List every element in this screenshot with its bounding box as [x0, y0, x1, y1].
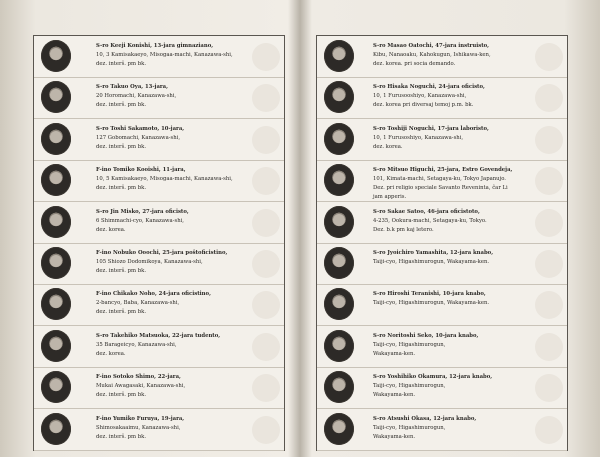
entry-detail-line: Dez. pri religio speciale Savanto Reveninta, ĉar Li	[373, 185, 508, 192]
directory-entry	[34, 160, 284, 202]
portrait-photo	[324, 247, 354, 279]
entry-detail-line: Taiji-cyo, Higashimurogun,	[373, 383, 446, 390]
directory-entry	[34, 36, 284, 78]
entry-text	[373, 125, 553, 152]
entry-detail-line: Taiji-cyo, Higashimurogun, Wakayama-ken.	[373, 300, 490, 307]
directory-entry	[317, 77, 567, 119]
entry-text	[96, 208, 276, 235]
entry-name-line: S-ro Jin Misko, 27-jara oficisto,	[96, 208, 189, 215]
portrait-photo	[41, 330, 71, 362]
portrait-photo	[41, 123, 71, 155]
entry-detail-line: Shimosakaaimu, Kanazawa-shi,	[96, 424, 181, 431]
entry-text	[373, 166, 553, 202]
entry-detail-line: 4-235, Ookura-machi, Setagaya-ku, Tokyo.	[373, 217, 487, 224]
entry-text	[96, 249, 276, 276]
entry-text	[373, 415, 553, 442]
entry-text	[96, 83, 276, 110]
entry-detail-line: dez. korea.	[96, 226, 126, 233]
directory-entry	[317, 326, 567, 368]
entry-detail-line: 127 Gobomachi, Kanazawa-shi,	[96, 134, 181, 141]
show-through-portrait	[535, 333, 563, 361]
show-through-portrait	[535, 291, 563, 319]
entry-detail-line: Mukai Awagasaki, Kanazawa-shi,	[96, 383, 186, 390]
directory-entry	[317, 367, 567, 409]
entry-name-line: F-ino Tomiko Kooishi, 11-jara,	[96, 167, 186, 174]
entry-text	[373, 83, 553, 110]
directory-entry	[34, 243, 284, 285]
directory-entry	[34, 284, 284, 326]
directory-entry	[34, 326, 284, 368]
directory-entry	[34, 77, 284, 119]
portrait-photo	[324, 330, 354, 362]
entry-detail-line: Wakayama-ken.	[373, 392, 416, 399]
entry-detail-line: 101, Kimata-machi, Setagaya-ku, Tokyo Japanujo.	[373, 176, 506, 183]
directory-entry	[317, 243, 567, 285]
directory-entry	[34, 409, 284, 451]
entry-detail-line: dez. korea.	[96, 350, 126, 357]
portrait-photo	[324, 81, 354, 113]
entry-text	[96, 125, 276, 152]
entry-text	[373, 42, 553, 69]
entry-detail-line: jam apperis.	[373, 194, 407, 201]
show-through-portrait	[535, 416, 563, 444]
directory-entry	[317, 160, 567, 202]
directory-entry	[34, 367, 284, 409]
entry-name-line: F-ino Nobuko Ooochi, 25-jara poŝtoficistino,	[96, 250, 228, 256]
entry-text	[373, 208, 553, 235]
directory-entry	[317, 119, 567, 161]
entry-text	[96, 373, 276, 400]
show-through-portrait	[252, 167, 280, 195]
entry-detail-line: dez. interŝ. pm bk.	[96, 433, 147, 440]
entry-detail-line: Wakayama-ken.	[373, 433, 416, 440]
show-through-portrait	[252, 43, 280, 71]
show-through-portrait	[535, 126, 563, 154]
entry-detail-line: 10, 5 Kamisakaeyo, Misogaa-machi, Kanazawa-shi,	[96, 176, 233, 183]
portrait-photo	[41, 40, 71, 72]
entry-text	[373, 373, 553, 400]
portrait-photo	[41, 247, 71, 279]
entry-detail-line: 35 Barageicyo, Kanazawa-shi,	[96, 341, 177, 348]
entry-text	[96, 42, 276, 69]
entry-name-line: F-ino Chikako Noho, 24-jara oficistino,	[96, 291, 211, 298]
entry-detail-line: Wakayama-ken.	[373, 350, 416, 357]
show-through-portrait	[535, 84, 563, 112]
show-through-portrait	[252, 416, 280, 444]
show-through-portrait	[535, 209, 563, 237]
portrait-photo	[324, 413, 354, 445]
entry-detail-line: dez. interŝ. pm bk.	[96, 61, 147, 67]
entry-detail-line: dez. interŝ. pm bk.	[96, 102, 147, 109]
portrait-photo	[41, 206, 71, 238]
entry-detail-line: 10, 1 Furusoshiyo, Kanazawa-shi,	[373, 134, 464, 141]
show-through-portrait	[252, 126, 280, 154]
entry-name-line: S-ro Yoshihiko Okamura, 12-jara knabo,	[373, 374, 493, 381]
portrait-photo	[41, 164, 71, 196]
entry-detail-line: Taiji-cyo, Higashimurogun, Wakayama-ken.	[373, 259, 490, 265]
entry-detail-line: dez. interŝ. pm bk.	[96, 268, 147, 274]
entry-text	[96, 415, 276, 442]
entry-detail-line: 10, 3 Kamisakaeyo, Misogaa-machi, Kanazawa-shi,	[96, 52, 233, 58]
portrait-photo	[324, 288, 354, 320]
show-through-portrait	[252, 250, 280, 278]
portrait-photo	[41, 371, 71, 403]
directory-entry	[317, 202, 567, 244]
entry-name-line: S-ro Toshi Sakamoto, 10-jara,	[96, 125, 185, 132]
entry-detail-line: dez. interŝ. pm bk.	[96, 392, 147, 399]
entry-text	[373, 290, 553, 308]
directory-entry	[317, 409, 567, 451]
portrait-photo	[324, 206, 354, 238]
show-through-portrait	[252, 333, 280, 361]
entry-name-line: S-ro Atsushi Okasa, 12-jara knabo,	[373, 415, 477, 422]
portrait-photo	[41, 81, 71, 113]
entry-name-line: F-ino Sotoko Shimo, 22-jara,	[96, 374, 181, 381]
entry-detail-line: Kibu, Nanaoaku, Kahokugun, Ishikawa-ken,	[373, 52, 491, 58]
entry-text	[96, 166, 276, 193]
entry-name-line: S-ro Noritoshi Seko, 10-jara knabo,	[373, 332, 479, 339]
directory-entry	[317, 36, 567, 78]
left-directory-box	[33, 35, 285, 451]
entry-text	[96, 332, 276, 359]
entry-text	[96, 290, 276, 317]
entry-name-line: S-ro Sakae Satoo, 46-jara oficistoto,	[373, 208, 480, 215]
entry-detail-line: 105 Shiozo Dodomikoya, Kanazawa-shi,	[96, 259, 203, 265]
right-directory-box	[316, 35, 568, 451]
show-through-portrait	[252, 374, 280, 402]
entry-detail-line: Taiji-cyo, Higashimurogun,	[373, 341, 446, 348]
entry-detail-line: 6 Shimmachi-cyo, Kanazawa-shi,	[96, 217, 184, 224]
entry-name-line: S-ro Masao Oatochi, 47-jara instruisto,	[373, 43, 490, 49]
entry-detail-line: Dez. b.k pm kaj letero.	[373, 226, 434, 233]
portrait-photo	[324, 40, 354, 72]
portrait-photo	[41, 413, 71, 445]
entry-text	[373, 249, 553, 267]
show-through-portrait	[535, 374, 563, 402]
entry-detail-line: dez. interŝ. pm bk.	[96, 309, 147, 316]
entry-detail-line: dez. interŝ. pm bk.	[96, 185, 147, 192]
portrait-photo	[324, 164, 354, 196]
show-through-portrait	[252, 209, 280, 237]
entry-detail-line: 2-bancyo, Baba, Kanazawa-shi,	[96, 300, 180, 307]
show-through-portrait	[535, 43, 563, 71]
show-through-portrait	[535, 167, 563, 195]
entry-name-line: S-ro Takuo Oya, 13-jara,	[96, 84, 168, 91]
show-through-portrait	[535, 250, 563, 278]
entry-name-line: S-ro Jyoichiro Yamashita, 12-jara knabo,	[373, 250, 494, 256]
entry-detail-line: dez. korea pri diversaj temoj p.m. bk.	[373, 102, 474, 109]
directory-entry	[34, 119, 284, 161]
entry-name-line: S-ro Toshiji Noguchi, 17-jara laboristo,	[373, 125, 489, 132]
entry-detail-line: dez. korea. pri socia demando.	[373, 61, 456, 67]
entry-detail-line: dez. korea.	[373, 143, 403, 150]
entry-text	[373, 332, 553, 359]
entry-name-line: S-ro Hiroshi Teranishi, 10-jara knabo,	[373, 291, 486, 298]
right-page	[300, 0, 600, 457]
portrait-photo	[324, 371, 354, 403]
portrait-photo	[324, 123, 354, 155]
directory-entry	[317, 284, 567, 326]
entry-detail-line: dez. interŝ. pm bk.	[96, 143, 147, 150]
entry-detail-line: 10, 1 Furusooshiyo, Kanazawa-shi,	[373, 93, 467, 100]
portrait-photo	[41, 288, 71, 320]
entry-detail-line: Taiji-cyo, Higashimurogun,	[373, 424, 446, 431]
entry-name-line: F-ino Yumiko Furuya, 19-jara,	[96, 415, 185, 422]
entry-name-line: S-ro Takehiko Matsuoka, 22-jara tudento,	[96, 332, 221, 339]
entry-name-line: S-ro Hisaka Noguchi, 24-jara oficisto,	[373, 84, 485, 91]
entry-name-line: S-ro Mitsuo Higuchi, 25-jara, Estro Govendeja,	[373, 167, 513, 174]
entry-name-line: S-ro Keeji Konishi, 13-jara gimnaziano,	[96, 43, 214, 49]
directory-entry	[34, 202, 284, 244]
entry-detail-line: 20 Horomachi, Kanazawa-shi,	[96, 93, 177, 100]
